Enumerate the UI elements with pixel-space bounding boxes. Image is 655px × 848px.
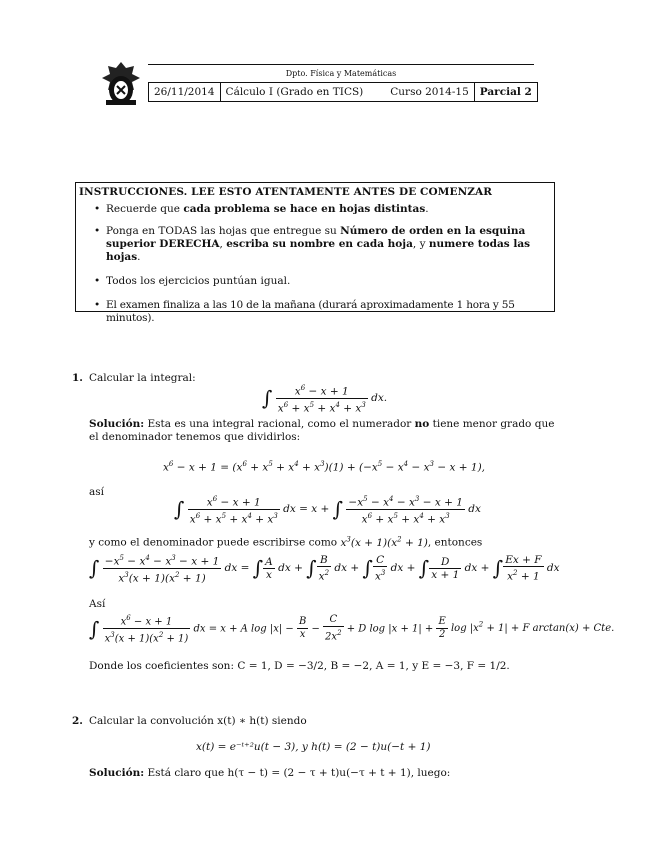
problem-1-solution: Solución: Esta es una integral racional, como el numerador no tiene menor grado que el denominador tenemos que dividirlos:: [89, 418, 555, 443]
problem-1-statement: Calcular la integral:: [89, 372, 196, 384]
instructions-title: INSTRUCCIONES. LEE ESTO ATENTAMENTE ANTES DE COMENZAR: [79, 186, 493, 198]
integral-split-equation: ∫ $\frac{x^6 - x + 1}{x^6 + x^5 + x^4 + x^3}$ dx = x + ∫ $\frac{-x^5 - x^4 - x^3 - x + 1}{x^6 + x^5 + x^4 + x^3}$ dx: [174, 495, 481, 525]
division-equation: $x^6 - x + 1 = (x^6 + x^5 + x^4 + x^3)(1) + (-x^5 - x^4 - x^3 - x + 1)$,: [163, 460, 485, 474]
instructions-list: [76, 203, 552, 334]
exam-date: 26/11/2014: [149, 83, 221, 102]
instructions-box: [75, 182, 555, 324]
coefficients-text: Donde los coeficientes son: C = 1, D = −3/2, B = −2, A = 1, y E = −3, F = 1/2.: [89, 660, 510, 672]
course-year: Curso 2014-15: [368, 83, 474, 102]
department-label: Dpto. Física y Matemáticas: [285, 69, 397, 78]
denominator-factor-text: y como el denominador puede escribirse como $x^3(x + 1)(x^2 + 1)$, entonces: [89, 535, 483, 549]
instruction-item: • Ponga en TODAS las hojas que entregue su Número de orden en la esquina superior DERECHA, escriba su nombre en cada hoja, y numere todas las hojas.: [106, 225, 552, 264]
university-crest-logo: [98, 60, 144, 108]
header-rule: [148, 64, 534, 65]
problem-2-solution: Solución: Está claro que h(τ − t) = (2 − τ + t)u(−τ + t + 1), luego:: [89, 767, 451, 779]
problem-1-integral: ∫ $\frac{x^6 - x + 1}{x^6 + x^5 + x^4 + x^3}$ dx.: [262, 384, 388, 414]
asi-2: Así: [89, 598, 106, 610]
problem-2-statement: Calcular la convolución x(t) ∗ h(t) siendo: [89, 715, 307, 727]
result-equation: ∫ $\frac{x^6 - x + 1}{x^3(x + 1)(x^2 + 1)}$ dx = x + A log |x| − $\frac{B}{x}$ − $\frac{C}{2x^2}$ + D log |x + 1| + $\frac{E}{2}$ $\log |x^2 + 1| + F$ arctan(x) + Cte.: [89, 614, 615, 645]
instruction-item: • El examen finaliza a las 10 de la mañana (durará aproximadamente 1 hora y 55 minutos).: [106, 299, 552, 325]
asi-1: así: [89, 486, 105, 498]
course-name: Cálculo I (Grado en TICS): [220, 83, 368, 102]
problem-2-definitions: x(t) = e⁻ᵗ⁺²u(t − 3), y h(t) = (2 − t)u(−t + 1): [196, 741, 431, 753]
header-table: [148, 82, 538, 102]
exam-name: Parcial 2: [474, 83, 537, 102]
partial-fractions-equation: ∫ $\frac{-x^5 - x^4 - x^3 - x + 1}{x^3(x + 1)(x^2 + 1)}$ dx = ∫ $\frac{A}{x}$ dx + ∫ $\frac{B}{x^2}$ dx + ∫ $\frac{C}{x^3}$ dx + ∫ $\frac{D}{x + 1}$ dx + ∫ $\frac{Ex + F}{x^2 + 1}$ dx: [89, 553, 560, 584]
instruction-item: • Todos los ejercicios puntúan igual.: [106, 275, 552, 288]
problem-2-number: 2.: [72, 715, 83, 727]
problem-1-number: 1.: [72, 372, 83, 384]
instruction-item: • Recuerde que cada problema se hace en hojas distintas.: [106, 203, 552, 216]
